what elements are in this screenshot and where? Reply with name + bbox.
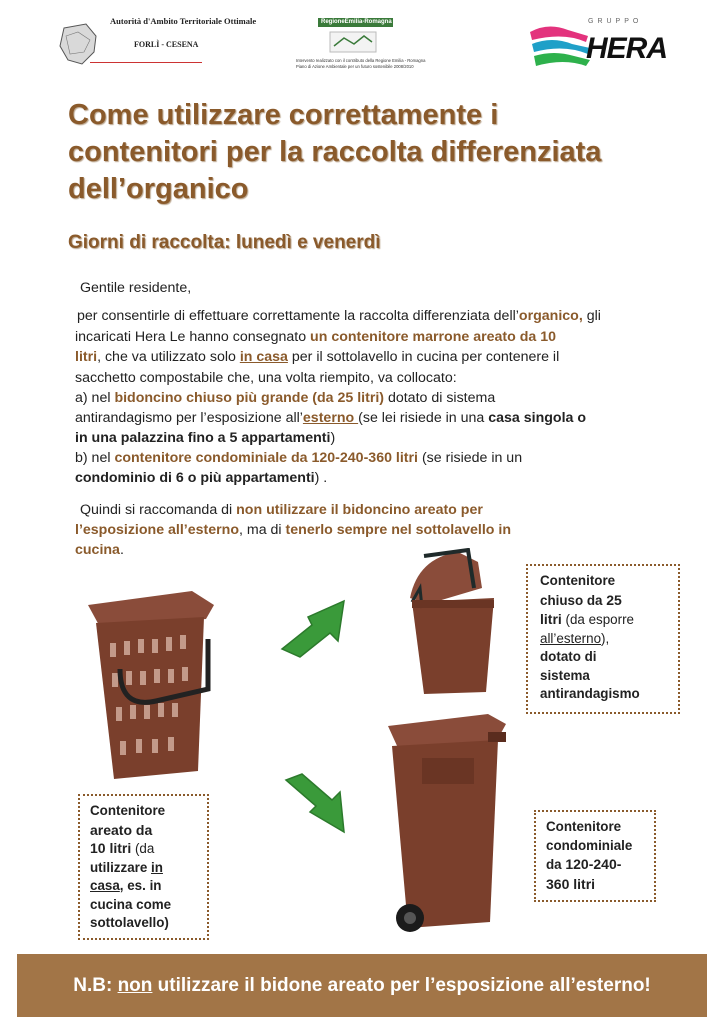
- text-run: b) nel: [75, 450, 115, 466]
- body-line: [80, 500, 483, 520]
- text-run: all’esterno: [540, 630, 602, 646]
- text-run: l’esposizione all’esterno: [75, 522, 239, 538]
- text-run: (se lei risiede in una: [358, 410, 489, 426]
- region-note: Intervento realizzato con il contributo della Regione Emilia - Romagna: [296, 58, 426, 63]
- text-run: Quindi si raccomanda di: [80, 502, 237, 518]
- callout-text: [546, 855, 644, 875]
- text-run: .: [119, 542, 124, 558]
- body-line: [75, 347, 559, 367]
- body-line: [75, 388, 495, 408]
- body-line: [75, 540, 124, 560]
- hera-wordmark: HERA: [586, 32, 668, 65]
- callout-condominium-bin: [534, 810, 656, 902]
- callout-text: dotato di: [540, 649, 597, 664]
- region-logo: [288, 14, 426, 74]
- text-run: non: [117, 975, 153, 996]
- text-run: dotato di sistema: [384, 390, 496, 406]
- callout-text: sottolavello): [90, 915, 169, 930]
- hera-waves-icon: [528, 22, 592, 72]
- text-run: organico,: [518, 308, 583, 324]
- ato-name: Autorità d'Ambito Territoriale Ottimale: [110, 16, 257, 26]
- text-run: bidoncino chiuso più grande (da 25 litri): [114, 390, 385, 406]
- text-run: casa: [90, 878, 120, 893]
- text-run: incaricati Hera Le hanno consegnato: [75, 329, 311, 345]
- region-note-2: Piano di Azione Ambientale per un futuro sostenibile 2008/2010: [296, 64, 414, 69]
- text-run: (da: [131, 841, 155, 856]
- text-run: (da esporre: [561, 612, 634, 627]
- text-run: da: [546, 857, 566, 872]
- text-run: litri: [75, 349, 98, 365]
- callout-text: areato da: [90, 821, 153, 838]
- text-run: utilizzare: [90, 859, 152, 875]
- text-run: esterno: [302, 410, 359, 426]
- hera-logo: [528, 14, 668, 76]
- text-run: utilizzare il bidone areato per l’esposizione all’esterno!: [152, 975, 651, 996]
- body-line: [77, 306, 601, 326]
- text-run: ),: [601, 630, 610, 646]
- text-run: (se risiede in un: [418, 450, 523, 466]
- text-run: 10 litri: [90, 840, 132, 856]
- text-run: N.B:: [73, 975, 118, 996]
- region-name: RegioneEmilia-Romagna: [318, 18, 393, 27]
- callout-10l-bin: [78, 794, 209, 940]
- ato-logo: [50, 14, 257, 68]
- condominium-bin-image: [378, 712, 513, 938]
- callout-text: condominiale: [546, 837, 633, 853]
- text-run: , es. in: [119, 878, 162, 893]
- text-run: , ma di: [239, 522, 286, 538]
- text-run: condominio di 6 o più appartamenti: [75, 470, 315, 486]
- text-run: a) nel: [75, 390, 115, 406]
- arrow-right-icon: [278, 597, 348, 659]
- body-line: sacchetto compostabile che, una volta riempito, va collocato:: [75, 370, 457, 386]
- title-line: dell’organico: [68, 173, 249, 205]
- text-run: 25: [606, 591, 622, 608]
- text-run: ) .: [314, 470, 328, 486]
- body-line: [75, 327, 556, 347]
- greeting: Gentile residente,: [80, 280, 192, 296]
- callout-text: Contenitore: [90, 803, 166, 818]
- callout-text: cucina come: [90, 896, 172, 912]
- body-line: [75, 468, 327, 488]
- text-run: in una palazzina fino a 5 appartamenti: [75, 430, 331, 446]
- title-line: Come utilizzare correttamente i: [68, 99, 499, 131]
- callout-text: [90, 877, 197, 896]
- region-emblem-icon: [328, 30, 378, 54]
- text-run: non utilizzare il bidoncino areato per: [236, 502, 483, 518]
- text-run: , che va utilizzato solo: [97, 349, 240, 365]
- title-line: contenitori per la raccolta differenziata: [68, 136, 602, 168]
- arrow-right-icon: [282, 772, 348, 838]
- aerated-10l-bin-image: [80, 583, 220, 783]
- ato-divider: [90, 62, 202, 63]
- callout-text: [90, 839, 197, 859]
- text-run: cucina: [75, 542, 120, 558]
- body-line: [75, 448, 522, 468]
- text-run: chiuso da: [540, 592, 607, 608]
- text-run: ): [330, 430, 336, 446]
- province-map-icon: [56, 22, 100, 66]
- text-run: un contenitore marrone areato da 10: [310, 329, 557, 345]
- footer-warning-banner: [17, 954, 707, 1017]
- callout-text: sistema: [540, 667, 590, 683]
- text-run: contenitore condominiale da 120-240-360 litri: [114, 450, 418, 466]
- page-title: [68, 97, 688, 208]
- collection-days-subtitle: Giorni di raccolta: lunedì e venerdì: [68, 232, 381, 253]
- callout-text: Contenitore: [540, 573, 616, 588]
- callout-text: [90, 859, 197, 878]
- text-run: litri: [540, 611, 562, 627]
- text-run: in: [151, 859, 163, 875]
- callout-text: antirandagismo: [540, 686, 640, 701]
- callout-text: 360 litri: [546, 875, 596, 892]
- callout-text: [540, 591, 668, 611]
- callout-text: [540, 610, 668, 630]
- text-run: per consentirle di effettuare correttamente la raccolta differenziata dell’: [77, 308, 519, 324]
- ato-province: FORLÌ - CESENA: [134, 40, 199, 49]
- closed-25l-bin-image: [398, 548, 498, 698]
- text-run: tenerlo sempre nel sottolavello in: [285, 522, 512, 538]
- text-run: casa singola o: [488, 410, 587, 426]
- text-run: gli: [582, 308, 601, 324]
- callout-25l-bin: [526, 564, 680, 714]
- text-run: antirandagismo per l’esposizione all’: [75, 410, 303, 426]
- text-run: 120-240-: [565, 856, 622, 872]
- callout-text: [540, 630, 668, 649]
- text-run: per il sottolavello in cucina per contenere il: [287, 349, 560, 365]
- body-line: [75, 428, 335, 448]
- text-run: in casa: [239, 349, 288, 365]
- body-line: [75, 520, 511, 540]
- hera-group-label: GRUPPO: [588, 18, 643, 25]
- body-line: [75, 408, 586, 428]
- callout-text: Contenitore: [546, 819, 622, 834]
